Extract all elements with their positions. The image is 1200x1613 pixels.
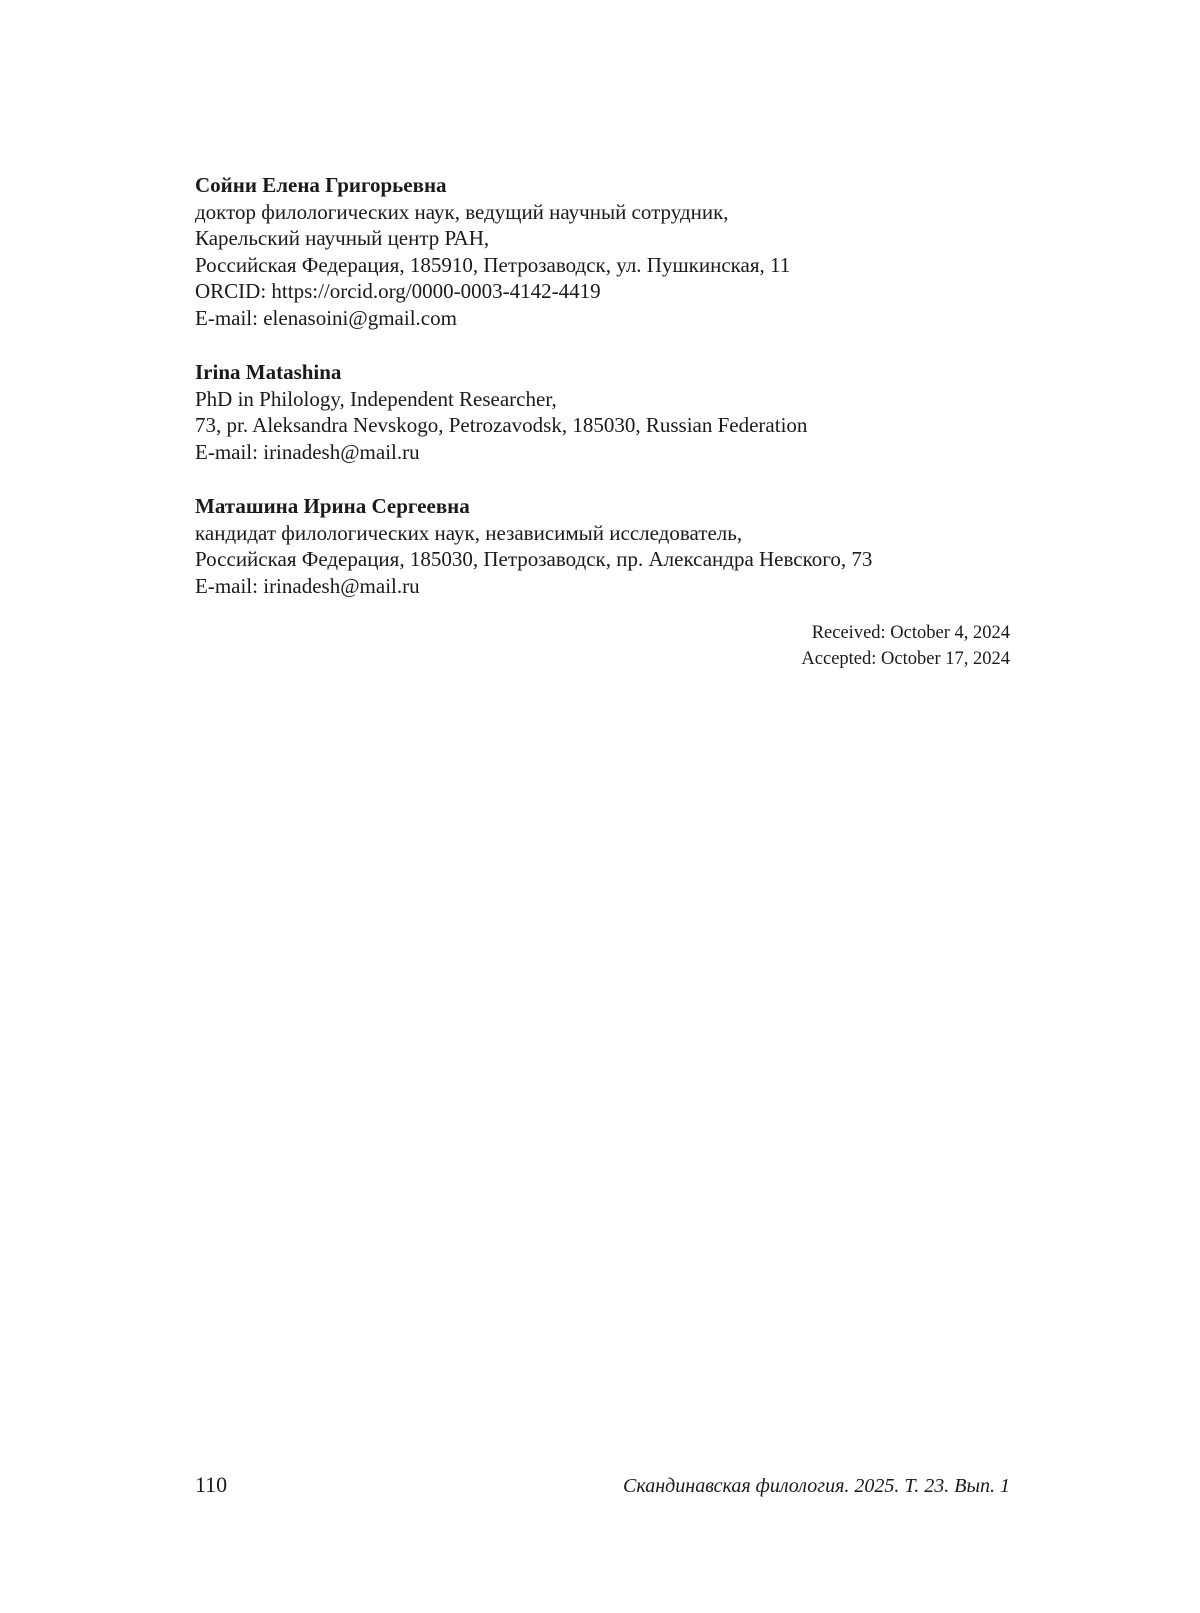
author-address: Российская Федерация, 185030, Петрозаводск, пр. Александра Невского, 73 xyxy=(195,547,873,571)
accepted-date: Accepted: October 17, 2024 xyxy=(801,649,1010,669)
author-name: Сойни Елена Григорьевна xyxy=(195,173,447,197)
submission-dates xyxy=(801,620,1010,672)
author-block xyxy=(195,493,1010,599)
page-footer xyxy=(195,1472,1010,1498)
author-email[interactable]: E-mail: elenasoini@gmail.com xyxy=(195,305,457,330)
author-address: Российская Федерация, 185910, Петрозаводск, ул. Пушкинская, 11 xyxy=(195,252,791,277)
author-block xyxy=(195,172,1010,331)
author-name: Irina Matashina xyxy=(195,360,342,384)
author-position: доктор филологических наук, ведущий научный сотрудник, xyxy=(195,199,729,224)
author-position: PhD in Philology, Independent Researcher, xyxy=(195,386,557,411)
author-block xyxy=(195,359,1010,465)
author-name: Маташина Ирина Сергеевна xyxy=(195,494,470,518)
page-number: 110 xyxy=(195,1472,228,1497)
author-address: 73, pr. Aleksandra Nevskogo, Petrozavodsk, 185030, Russian Federation xyxy=(195,413,808,437)
author-info-section xyxy=(195,172,1010,627)
received-date: Received: October 4, 2024 xyxy=(811,623,1010,643)
author-position: кандидат филологических наук, независимый исследователь, xyxy=(195,520,743,545)
author-email[interactable]: E-mail: irinadesh@mail.ru xyxy=(195,439,420,464)
author-email[interactable]: E-mail: irinadesh@mail.ru xyxy=(195,573,420,598)
author-orcid[interactable]: ORCID: https://orcid.org/0000-0003-4142-4419 xyxy=(195,279,601,303)
author-affiliation: Карельский научный центр РАН, xyxy=(195,226,490,250)
running-title: Скандинавская филология. 2025. Т. 23. Вып. 1 xyxy=(623,1475,1010,1497)
